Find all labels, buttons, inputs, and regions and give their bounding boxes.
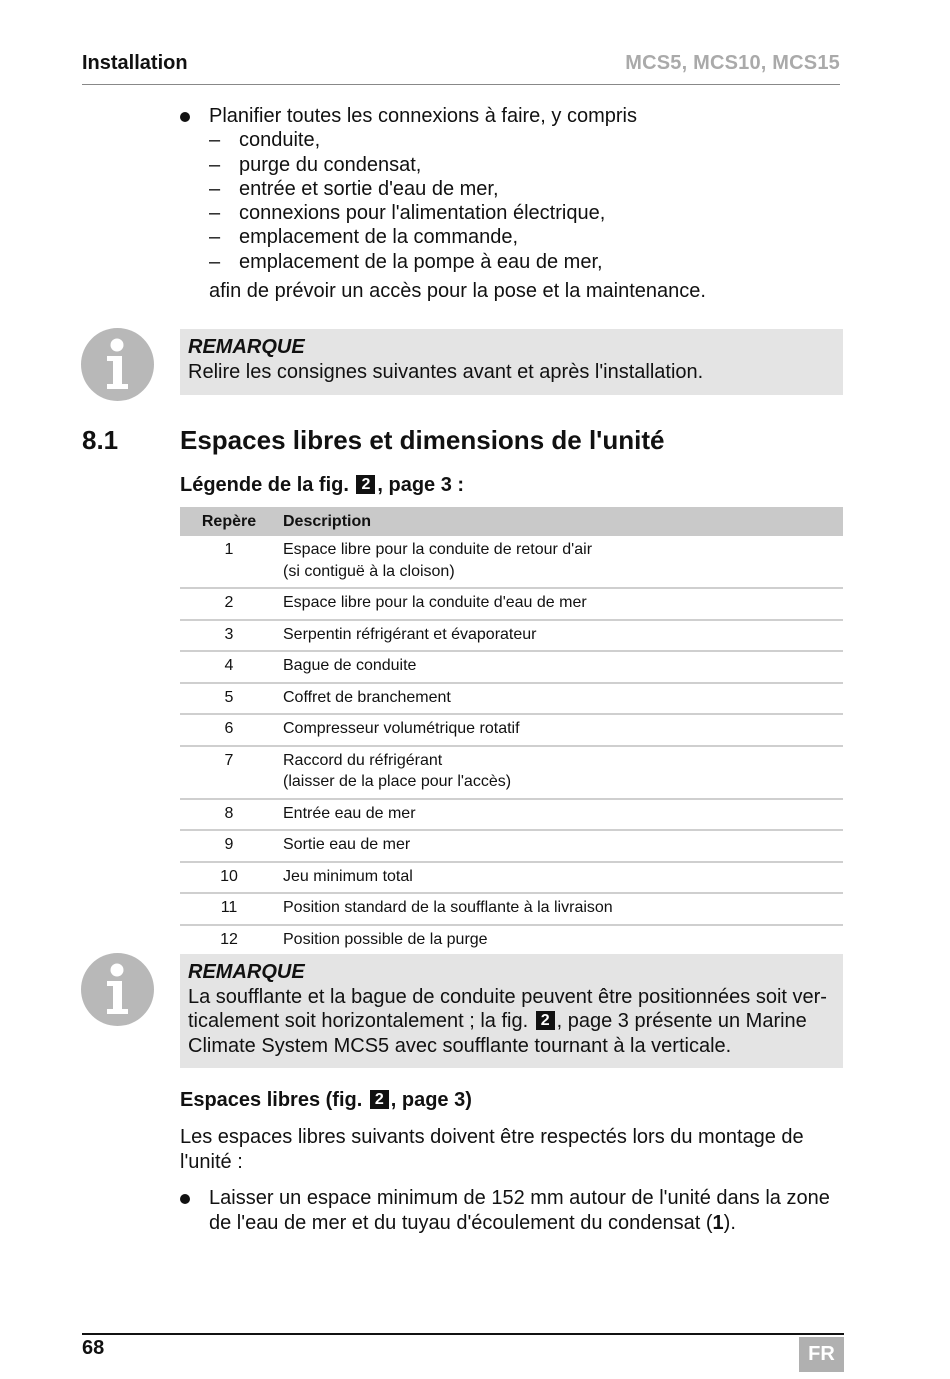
row-number: 9 (180, 830, 278, 862)
planning-bullet-list (180, 104, 843, 303)
dash-item (180, 153, 843, 177)
legend-prefix: Légende de la fig. (180, 474, 349, 496)
clearance-bullet (180, 1186, 843, 1235)
table-row (180, 830, 843, 862)
bullet-line-text: ). (723, 1211, 736, 1234)
figure-reference-badge: 2 (370, 1090, 389, 1109)
row-number: 8 (180, 799, 278, 831)
info-icon (81, 953, 154, 1026)
row-description-line: Espace libre pour la conduite de retour d'air (283, 541, 593, 558)
section-number: 8.1 (82, 425, 119, 455)
table-row (180, 536, 843, 588)
table-row (180, 799, 843, 831)
subsection-title-text: Espaces libres (fig. (180, 1089, 363, 1111)
table-row (180, 651, 843, 683)
note-text: Relire les consignes suivantes avant et après l'installation. (188, 360, 704, 383)
table-row (180, 683, 843, 715)
note-box-review (180, 329, 843, 395)
row-description: Jeu minimum total (278, 862, 843, 894)
row-description (278, 536, 843, 588)
table-row (180, 714, 843, 746)
bullet-intro: Planifier toutes les connexions à faire, y compris (209, 105, 637, 127)
bullet-line: Laisser un espace minimum de 152 mm autour de l'unité dans la zone (209, 1187, 830, 1209)
bullet-item (180, 104, 843, 128)
note-box-orientation (180, 954, 843, 1068)
bullet-dot-icon (180, 1194, 190, 1204)
dash-item-text: purge du condensat, (239, 153, 422, 176)
legend-suffix: , page 3 : (377, 474, 465, 496)
bullet-dot-icon (180, 112, 190, 122)
dash-item-text: connexions pour l'alimentation électrique, (239, 202, 606, 225)
dash-item-text: conduite, (239, 129, 321, 152)
row-description: Compresseur volumétrique rotatif (278, 714, 843, 746)
dash-item (180, 250, 843, 274)
paragraph-clearances (180, 1125, 843, 1174)
dash-item (180, 201, 843, 225)
header-divider (82, 84, 840, 85)
language-badge: FR (799, 1337, 844, 1372)
row-description: Entrée eau de mer (278, 799, 843, 831)
row-number: 6 (180, 714, 278, 746)
running-header-section: Installation (82, 52, 188, 74)
row-number: 2 (180, 588, 278, 620)
row-description: Serpentin réfrigérant et évaporateur (278, 620, 843, 652)
page-number: 68 (82, 1337, 105, 1359)
dash-item-text: emplacement de la pompe à eau de mer, (239, 250, 603, 273)
row-description-line: Raccord du réfrigérant (283, 751, 443, 769)
row-number: 5 (180, 683, 278, 715)
row-description: Position possible de la purge (278, 925, 843, 957)
legend-caption (180, 474, 464, 497)
row-description-line: (si contiguë à la cloison) (283, 562, 455, 580)
note-line: La soufflante et la bague de conduite peuvent être positionnées soit ver- (188, 985, 827, 1008)
dash-marker: – (209, 250, 221, 273)
bullet-line (209, 1211, 843, 1236)
note-title: REMARQUE (188, 961, 305, 983)
row-number: 3 (180, 620, 278, 652)
legend-table (180, 507, 843, 958)
row-description-line: (laisser de la place pour l'accès) (283, 773, 512, 790)
dash-marker: – (209, 202, 221, 225)
row-description: Position standard de la soufflante à la livraison (278, 893, 843, 925)
paragraph-line: l'unité : (180, 1150, 243, 1173)
running-header-models: MCS5, MCS10, MCS15 (625, 52, 840, 74)
figure-reference-badge: 2 (536, 1011, 555, 1030)
row-number: 11 (180, 893, 278, 925)
dash-item-text: entrée et sortie d'eau de mer, (239, 177, 499, 200)
dash-marker: – (209, 177, 221, 200)
bullet-bold-ref: 1 (712, 1211, 724, 1234)
table-row (180, 862, 843, 894)
dash-marker: – (209, 226, 221, 249)
note-line: Climate System MCS5 avec soufflante tournant à la verticale. (188, 1035, 732, 1058)
row-number: 10 (180, 862, 278, 894)
bullet-line-text: de l'eau de mer et du tuyau d'écoulement du condensat ( (209, 1211, 713, 1234)
column-header-repere: Repère (180, 507, 278, 536)
row-description: Coffret de branchement (278, 683, 843, 715)
row-number: 7 (180, 746, 278, 799)
note-title: REMARQUE (188, 336, 305, 358)
footer-divider (82, 1333, 844, 1335)
bullet-outro: afin de prévoir un accès pour la pose et la maintenance. (209, 280, 706, 303)
row-number: 4 (180, 651, 278, 683)
subsection-title-text: , page 3) (390, 1089, 472, 1111)
note-line-text: ticalement soit horizontalement ; la fig. (188, 1010, 529, 1033)
note-line (188, 1009, 835, 1034)
table-row (180, 620, 843, 652)
row-description (278, 746, 843, 799)
row-description: Bague de conduite (278, 651, 843, 683)
row-description: Espace libre pour la conduite d'eau de mer (278, 588, 843, 620)
dash-item (180, 177, 843, 201)
dash-item-text: emplacement de la commande, (239, 226, 519, 249)
dash-item (180, 128, 843, 152)
table-row (180, 746, 843, 799)
figure-reference-badge: 2 (356, 475, 375, 494)
note-line-text: , page 3 présente un Marine (556, 1010, 807, 1033)
section-title: Espaces libres et dimensions de l'unité (180, 425, 665, 455)
table-row (180, 893, 843, 925)
row-number: 1 (180, 536, 278, 588)
table-header-row (180, 507, 843, 536)
subsection-title (180, 1089, 472, 1112)
bullet-text (180, 1186, 843, 1235)
table-row (180, 925, 843, 957)
dash-item (180, 225, 843, 249)
row-number: 12 (180, 925, 278, 957)
dash-marker: – (209, 153, 221, 176)
table-row (180, 588, 843, 620)
info-icon (81, 328, 154, 401)
dash-marker: – (209, 129, 221, 152)
paragraph-line: Les espaces libres suivants doivent être respectés lors du montage de (180, 1126, 804, 1148)
column-header-description: Description (278, 507, 843, 536)
row-description: Sortie eau de mer (278, 830, 843, 862)
